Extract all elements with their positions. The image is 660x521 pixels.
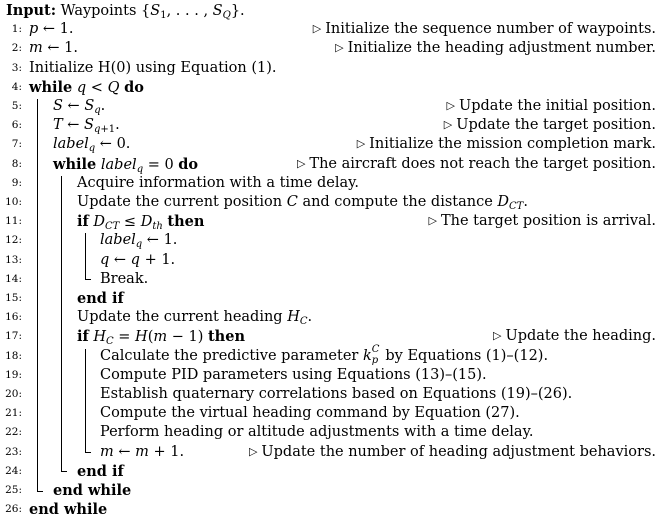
algorithm-line-26 — [0, 500, 660, 519]
comment: ▷ Update the heading. — [493, 328, 656, 345]
algorithm-line-10: 10: Update the current position C and compute the distance $D_{CT}$. — [0, 193, 660, 212]
algorithm-line-25 — [0, 481, 660, 500]
second-if-guide — [85, 349, 86, 453]
comment-triangle-icon: ▷ — [312, 22, 322, 36]
line-number: 19: — [5, 368, 22, 381]
algorithm-line-4: 4: while q < Q do — [0, 78, 660, 97]
first-if-guide — [85, 233, 86, 279]
keyword: end while — [53, 482, 132, 499]
algorithm-input-line: Input: Waypoints {$S_1$, . . . , $S_Q$}. — [6, 2, 245, 21]
inner-while-guide-tick — [61, 471, 67, 472]
comment: ▷ Update the initial position. — [446, 98, 656, 114]
algorithm-line-13: 13: q ← q + 1. — [0, 251, 660, 270]
line-number: 13: — [5, 253, 22, 266]
algorithm-line-8: 8: while label$_q$ = 0 do ▷ The aircraft does not reach the target position. — [0, 155, 660, 174]
line-number: 9: — [11, 176, 22, 189]
statement: Initialize H(0) using Equation (1). — [29, 59, 277, 76]
comment: ▷ The target position is arrival. — [428, 213, 656, 230]
line-number: 5: — [11, 100, 22, 112]
statement: Acquire information with a time delay. — [77, 174, 360, 191]
comment: ▷ Update the target position. — [443, 117, 656, 134]
algorithm-line-3 — [0, 59, 660, 78]
comment-triangle-icon: ▷ — [335, 41, 344, 55]
algorithm-line-18: 18: Calculate the predictive parameter k C p by Equations (1)–(12). — [0, 347, 660, 366]
algorithm-line-22 — [0, 423, 660, 442]
line-number: 4: — [11, 80, 22, 93]
comment: ▷ The aircraft does not reach the target position. — [296, 155, 656, 172]
line-number: 20: — [5, 388, 22, 400]
statement: Compute the virtual heading command by Equation (27). — [100, 405, 520, 422]
comment-triangle-icon: ▷ — [428, 214, 437, 228]
comment: ▷ Update the number of heading adjustment behaviors. — [248, 443, 656, 460]
algorithm-line-19 — [0, 366, 660, 385]
algorithm-line-12: 12: label$_q$ ← 1. — [0, 231, 660, 250]
keyword: end if — [77, 462, 124, 480]
comment: ▷ Initialize the mission completion mark. — [356, 136, 656, 153]
comment: ▷ Initialize the heading adjustment number. — [335, 40, 656, 57]
line-number: 23: — [5, 445, 22, 458]
line-number: 17: — [5, 330, 22, 343]
line-number: 2: — [11, 42, 22, 55]
comment-triangle-icon: ▷ — [296, 156, 306, 170]
line-number: 22: — [5, 426, 22, 439]
statement: Establish quaternary correlations based on Equations (19)–(26). — [100, 386, 573, 402]
algorithm-line-9 — [0, 174, 660, 193]
line-number: 18: — [5, 349, 22, 362]
line-number: 3: — [11, 61, 22, 74]
algorithm-line-14 — [0, 270, 660, 289]
line-number: 24: — [5, 464, 22, 477]
comment-triangle-icon: ▷ — [248, 444, 258, 458]
algorithm-line-20 — [0, 385, 660, 404]
line-number: 10: — [5, 196, 22, 208]
algorithm-line-5: 5: S ← $S_q$. ▷ Update the initial position. — [0, 97, 660, 116]
line-number: 16: — [5, 311, 22, 324]
line-number: 12: — [5, 234, 22, 247]
algorithm-line-17: 17: if $H_C = H(m - 1)$ then ▷ Update the heading. — [0, 327, 660, 346]
algorithm-line-24 — [0, 462, 660, 481]
algorithm-line-7: 7: label$_q$ ← 0. ▷ Initialize the mission completion mark. — [0, 135, 660, 154]
outer-while-guide-tick — [37, 491, 43, 492]
algorithm-line-15: 15: end if — [0, 289, 660, 308]
line-number: 7: — [11, 138, 22, 151]
keyword: end while — [29, 501, 108, 519]
line-number: 14: — [5, 272, 22, 285]
comment-triangle-icon: ▷ — [443, 118, 453, 132]
input-text: Waypoints — [60, 3, 137, 19]
comment-triangle-icon: ▷ — [356, 137, 366, 151]
statement: Break. — [100, 270, 149, 287]
algorithm-line-21 — [0, 404, 660, 423]
comment-triangle-icon: ▷ — [493, 329, 502, 343]
line-number: 8: — [11, 157, 22, 170]
line-number: 21: — [5, 407, 22, 420]
input-label: Input: — [6, 2, 57, 19]
algorithm-line-23: 23: m ← m + 1. ▷ Update the number of heading adjustment behaviors. — [0, 443, 660, 462]
statement: Perform heading or altitude adjustments with a time delay. — [100, 424, 534, 441]
comment-triangle-icon: ▷ — [446, 99, 455, 112]
algorithm-line-1: 1: p ← 1. ▷ Initialize the sequence number of waypoints. — [0, 20, 660, 39]
algorithm-line-2: 2: m ← 1. ▷ Initialize the heading adjustment number. — [0, 39, 660, 58]
line-number: 11: — [5, 215, 22, 228]
second-if-guide-tick — [85, 452, 91, 453]
algorithm-line-6: 6: T ← $S_{q+1}$. ▷ Update the target position. — [0, 116, 660, 135]
inner-while-guide — [61, 176, 62, 472]
outer-while-guide — [37, 99, 38, 491]
algorithm-line-11: 11: if $D_{CT} \le D_{th}$ then ▷ The target position is arrival. — [0, 212, 660, 231]
statement: Compute PID parameters using Equations (13)–(15). — [100, 366, 487, 383]
first-if-guide-tick — [85, 279, 91, 280]
comment: ▷ Initialize the sequence number of waypoints. — [312, 21, 656, 38]
line-number: 6: — [11, 119, 22, 132]
line-number: 15: — [5, 292, 22, 304]
line-number: 1: — [11, 23, 22, 36]
algorithm-line-16: 16: Update the current heading $H_C$. — [0, 308, 660, 327]
line-number: 25: — [5, 484, 22, 496]
line-number: 26: — [5, 503, 22, 516]
